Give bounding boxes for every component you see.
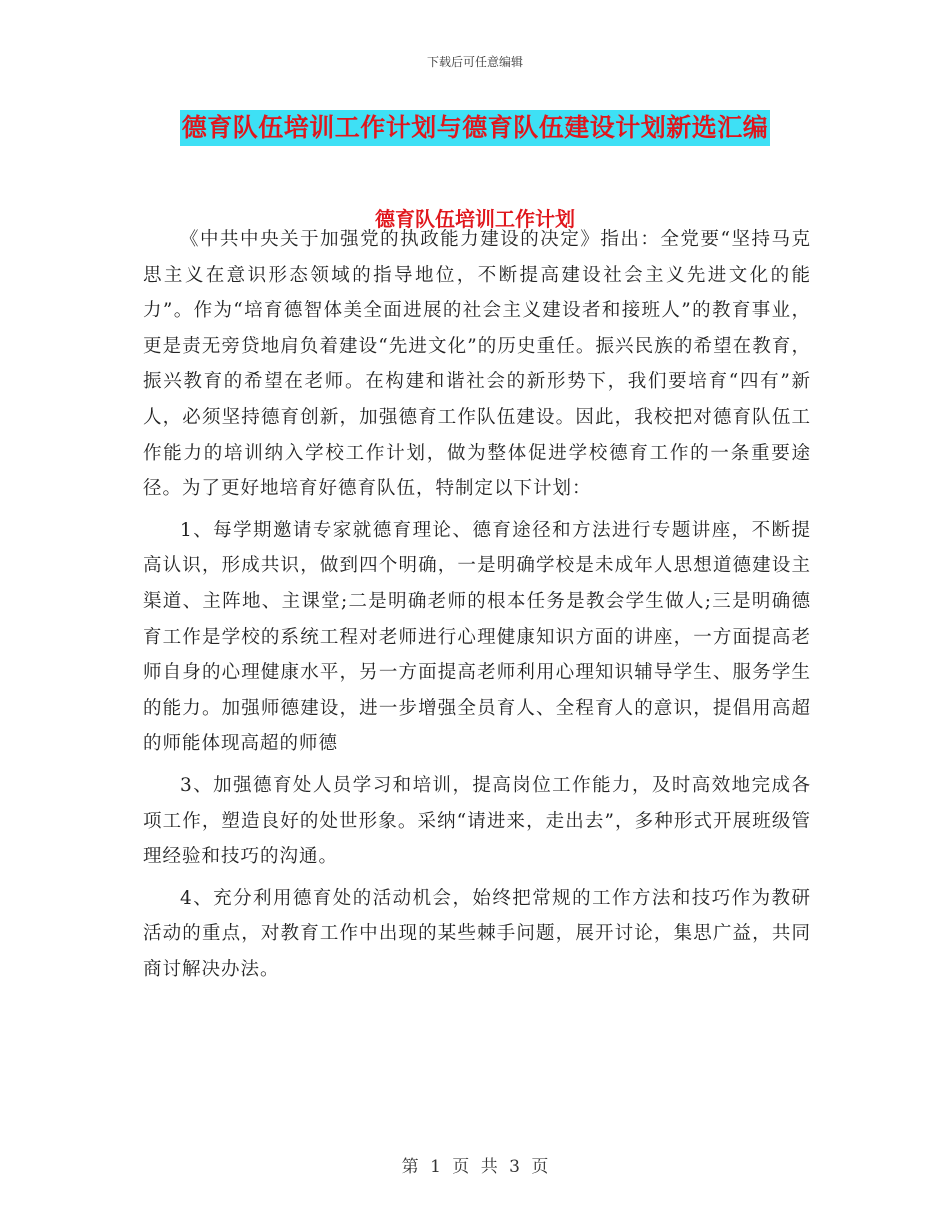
document-body: [143, 222, 811, 987]
paragraph-intro: 《中共中央关于加强党的执政能力建设的决定》指出：全党要“坚持马克思主义在意识形态领域的指导地位，不断提高建设社会主义先进文化的能力”。作为“培育德智体美全面进展的社会主义建设者和接班人”的教育事业，更是责无旁贷地肩负着建设“先进文化”的历史重任。振兴民族的希望在教育，振兴教育的希望在老师。在构建和谐社会的新形势下，我们要培育“四有”新人，必须坚持德育创新，加强德育工作队伍建设。因此，我校把对德育队伍工作能力的培训纳入学校工作计划，做为整体促进学校德育工作的一条重要途径。为了更好地培育好德育队伍，特制定以下计划：: [143, 229, 811, 500]
footer-total-word: 共: [480, 1157, 498, 1177]
header-note: 下载后可任意编辑: [426, 55, 523, 69]
paragraph-item-4: 4、充分利用德育处的活动机会，始终把常规的工作方法和技巧作为教研活动的重点，对教育工作中出现的某些棘手问题，展开讨论，集思广益，共同商讨解决办法。: [143, 887, 811, 980]
section-title: 德育队伍培训工作计划: [375, 207, 575, 231]
footer-current-page: 1: [430, 1157, 441, 1177]
main-title-wrap: [0, 110, 950, 146]
footer-suffix: 页: [531, 1157, 549, 1177]
page-footer: [0, 1152, 950, 1177]
paragraph-item-1: 1、每学期邀请专家就德育理论、德育途径和方法进行专题讲座，不断提高认识，形成共识，做到四个明确，一是明确学校是未成年人思想道德建设主渠道、主阵地、主课堂;二是明确老师的根本任务是教会学生做人;三是明确德育工作是学校的系统工程对老师进行心理健康知识方面的讲座，一方面提高老师自身的心理健康水平，另一方面提高老师利用心理知识辅导学生、服务学生的能力。加强师德建设，进一步增强全员育人、全程育人的意识，提倡用高超的师能体现高超的师德: [143, 519, 811, 755]
paragraph-item-3: 3、加强德育处人员学习和培训，提高岗位工作能力，及时高效地完成各项工作，塑造良好的处世形象。采纳“请进来，走出去”，多种形式开展班级管理经验和技巧的沟通。: [143, 774, 811, 868]
footer-page-word: 页: [452, 1157, 470, 1177]
footer-total-pages: 3: [509, 1157, 520, 1177]
footer-prefix: 第: [401, 1157, 419, 1177]
main-title: 德育队伍培训工作计划与德育队伍建设计划新选汇编: [180, 110, 771, 146]
